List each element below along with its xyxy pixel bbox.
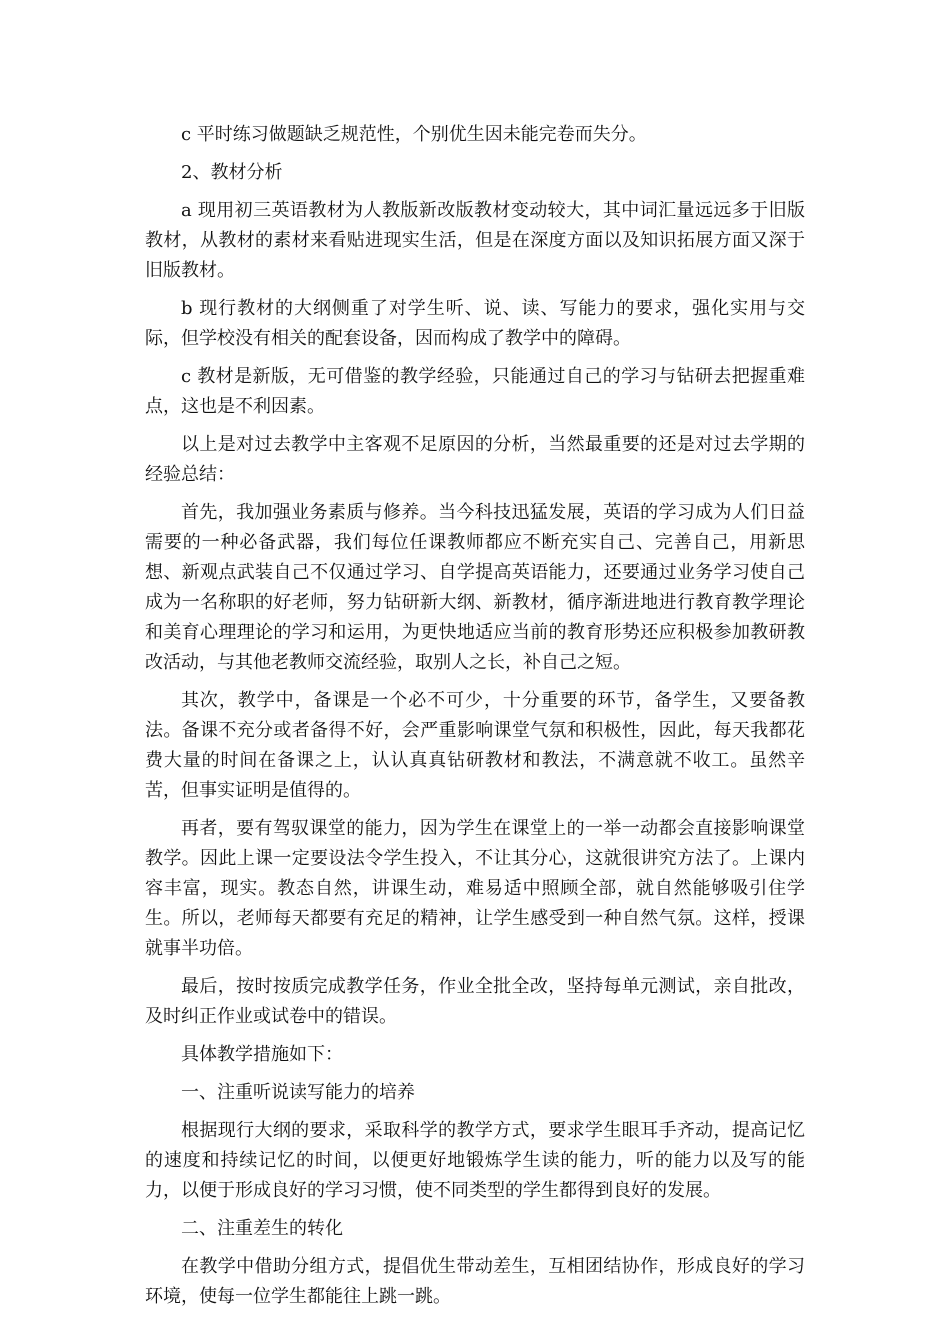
paragraph-10: 最后，按时按质完成教学任务，作业全批全改，坚持每单元测试，亲自批改，及时纠正作业或试卷中的错误。 [145,976,805,1027]
paragraph-4: b 现行教材的大纲侧重了对学生听、说、读、写能力的要求，强化实用与交际，但学校没有相关的配套设备，因而构成了教学中的障碍。 [145,298,805,349]
paragraph-15: 在教学中借助分组方式，提倡优生带动差生，互相团结协作，形成良好的学习环境，使每一位学生都能往上跳一跳。 [145,1256,805,1307]
paragraph-9: 再者，要有驾驭课堂的能力，因为学生在课堂上的一举一动都会直接影响课堂教学。因此上课一定要设法令学生投入，不让其分心，这就很讲究方法了。上课内容丰富，现实。教态自然，讲课生动，难易适中照顾全部，就自然能够吸引住学生。所以，老师每天都要有充足的精神，让学生感受到一种自然气氛。这样，授课就事半功倍。 [145,818,805,959]
paragraph-8: 其次，教学中，备课是一个必不可少，十分重要的环节，备学生，又要备教法。备课不充分或者备得不好，会严重影响课堂气氛和积极性，因此，每天我都花费大量的时间在备课之上，认认真真钻研教材和教法，不满意就不收工。虽然辛苦，但事实证明是值得的。 [145,690,805,801]
section-heading-textbook-analysis: 2、教材分析 [181,162,283,183]
section-heading-weak-students: 二、注重差生的转化 [181,1218,343,1239]
paragraph-11: 具体教学措施如下： [181,1044,343,1065]
paragraph-3: a 现用初三英语教材为人教版新改版教材变动较大，其中词汇量远远多于旧版教材，从教材的素材来看贴进现实生活，但是在深度方面以及知识拓展方面又深于旧版教材。 [145,200,805,281]
paragraph-5: c 教材是新版，无可借鉴的教学经验，只能通过自己的学习与钻研去把握重难点，这也是不利因素。 [145,366,805,417]
paragraph-6: 以上是对过去教学中主客观不足原因的分析，当然最重要的还是对过去学期的经验总结： [145,434,805,485]
paragraph-7: 首先，我加强业务素质与修养。当今科技迅猛发展，英语的学习成为人们日益需要的一种必备武器，我们每位任课教师都应不断充实自己、完善自己，用新思想、新观点武装自己不仅通过学习、自学提高英语能力，还要通过业务学习使自己成为一名称职的好老师，努力钻研新大纲、新教材，循序渐进地进行教育教学理论和美育心理理论的学习和运用，为更快地适应当前的教育形势还应积极参加教研教改活动，与其他老教师交流经验，取别人之长，补自己之短。 [145,502,805,673]
paragraph-13: 根据现行大纲的要求，采取科学的教学方式，要求学生眼耳手齐动，提高记忆的速度和持续记忆的时间，以便更好地锻炼学生读的能力，听的能力以及写的能力，以便于形成良好的学习习惯，使不同类型的学生都得到良好的发展。 [145,1120,805,1201]
paragraph-1: c 平时练习做题缺乏规范性，个别优生因未能完卷而失分。 [181,124,647,145]
document-body [145,120,805,1320]
section-heading-listening-speaking: 一、注重听说读写能力的培养 [181,1082,415,1103]
